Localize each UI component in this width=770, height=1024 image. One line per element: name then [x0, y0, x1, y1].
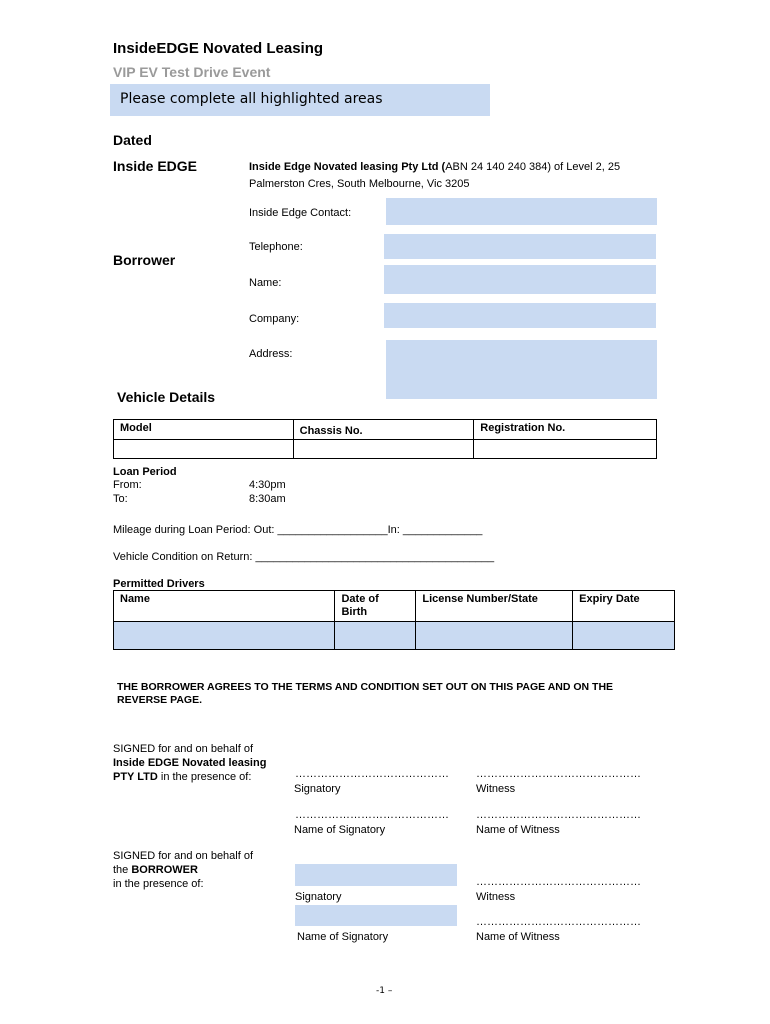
vehicle-registration-cell[interactable]	[474, 440, 657, 459]
borrower-signed-line-3: in the presence of:	[113, 878, 204, 890]
vehicle-chassis-cell[interactable]	[293, 440, 474, 459]
instruction-text: Please complete all highlighted areas	[120, 91, 383, 107]
ie-signed-presence: in the presence of:	[157, 771, 252, 783]
agreement-line-1: THE BORROWER AGREES TO THE TERMS AND CONDITION SET OUT ON THIS PAGE AND ON THE	[117, 681, 614, 693]
ie-signed-line-2: Inside EDGE Novated leasing	[113, 757, 267, 769]
loan-from-value: 4:30pm	[249, 479, 286, 491]
vehicle-model-cell[interactable]	[114, 440, 294, 459]
contact-field[interactable]	[386, 198, 657, 225]
drivers-table	[113, 590, 675, 650]
condition-line[interactable]: Vehicle Condition on Return: _______________________________________	[113, 551, 495, 563]
ie-signed-line-3	[113, 771, 251, 783]
borrower-signed-entity: BORROWER	[131, 864, 198, 876]
drivers-col-dob-line1: Date of	[341, 593, 379, 605]
inside-edge-address: Palmerston Cres, South Melbourne, Vic 3205	[249, 178, 470, 190]
driver-dob-cell[interactable]	[335, 622, 416, 650]
permitted-drivers-title: Permitted Drivers	[113, 578, 205, 590]
driver-name-cell[interactable]	[114, 622, 335, 650]
name-field[interactable]	[384, 265, 656, 294]
loan-from-label: From:	[113, 479, 142, 491]
ie-name-signatory-dots[interactable]: ……………………………………	[295, 809, 449, 821]
vehicle-col-chassis: Chassis No.	[293, 420, 474, 440]
borrower-name-signatory-label: Name of Signatory	[297, 931, 389, 943]
ie-name-witness-label: Name of Witness	[476, 824, 560, 836]
telephone-field[interactable]	[384, 234, 656, 259]
ie-signed-line-1: SIGNED for and on behalf of	[113, 743, 254, 755]
borrower-label: Borrower	[113, 252, 176, 268]
ie-witness-label: Witness	[476, 783, 516, 795]
vehicle-col-model: Model	[114, 420, 294, 440]
contact-label: Inside Edge Contact:	[249, 207, 352, 219]
borrower-witness-label: Witness	[476, 891, 516, 903]
instruction-banner	[110, 84, 490, 116]
drivers-col-dob-line2: Birth	[341, 606, 368, 618]
borrower-signatory-label: Signatory	[295, 891, 342, 903]
company-title: InsideEDGE Novated Leasing	[113, 40, 324, 57]
name-label: Name:	[249, 277, 282, 289]
loan-to-label: To:	[113, 493, 128, 505]
borrower-signed-line-2	[113, 864, 198, 876]
borrower-name-signatory-field[interactable]	[295, 905, 457, 926]
address-field[interactable]	[386, 340, 657, 399]
inside-edge-entity	[249, 161, 620, 173]
ie-signatory-label: Signatory	[294, 783, 341, 795]
ie-signed-entity: PTY LTD	[113, 771, 158, 783]
borrower-name-witness-dots[interactable]: ………………………………………	[476, 916, 641, 928]
company-field[interactable]	[384, 303, 656, 328]
loan-to-value: 8:30am	[249, 493, 286, 505]
drivers-col-dob	[335, 591, 416, 622]
company-label: Company:	[249, 313, 300, 325]
drivers-col-name: Name	[114, 591, 335, 622]
ie-signatory-dots[interactable]: ……………………………………	[295, 768, 449, 780]
loan-period-title: Loan Period	[113, 466, 177, 478]
ie-name-signatory-label: Name of Signatory	[294, 824, 386, 836]
driver-license-cell[interactable]	[416, 622, 573, 650]
page-number: -1 –	[376, 986, 393, 996]
drivers-col-expiry: Expiry Date	[573, 591, 675, 622]
ie-witness-dots[interactable]: ………………………………………	[476, 768, 641, 780]
inside-edge-entity-name: Inside Edge Novated leasing Pty Ltd (	[249, 161, 446, 173]
vehicle-table	[113, 419, 657, 459]
drivers-col-license: License Number/State	[416, 591, 573, 622]
vehicle-col-registration: Registration No.	[474, 420, 657, 440]
address-label: Address:	[249, 348, 293, 360]
mileage-line[interactable]: Mileage during Loan Period: Out: __________________In: _____________	[113, 524, 483, 536]
borrower-signed-pre: the	[113, 864, 132, 876]
vehicle-details-title: Vehicle Details	[117, 389, 216, 405]
inside-edge-label: Inside EDGE	[113, 158, 198, 174]
telephone-label: Telephone:	[249, 241, 303, 253]
event-subtitle: VIP EV Test Drive Event	[113, 64, 271, 80]
borrower-witness-dots[interactable]: ………………………………………	[476, 876, 641, 888]
inside-edge-entity-abn: ABN 24 140 240 384) of Level 2, 25	[445, 161, 621, 173]
agreement-line-2: REVERSE PAGE.	[117, 694, 202, 706]
borrower-name-witness-label: Name of Witness	[476, 931, 560, 943]
borrower-signed-line-1: SIGNED for and on behalf of	[113, 850, 254, 862]
ie-name-witness-dots[interactable]: ………………………………………	[476, 809, 641, 821]
borrower-signatory-field[interactable]	[295, 864, 457, 886]
dated-label: Dated	[113, 132, 152, 148]
driver-expiry-cell[interactable]	[573, 622, 675, 650]
